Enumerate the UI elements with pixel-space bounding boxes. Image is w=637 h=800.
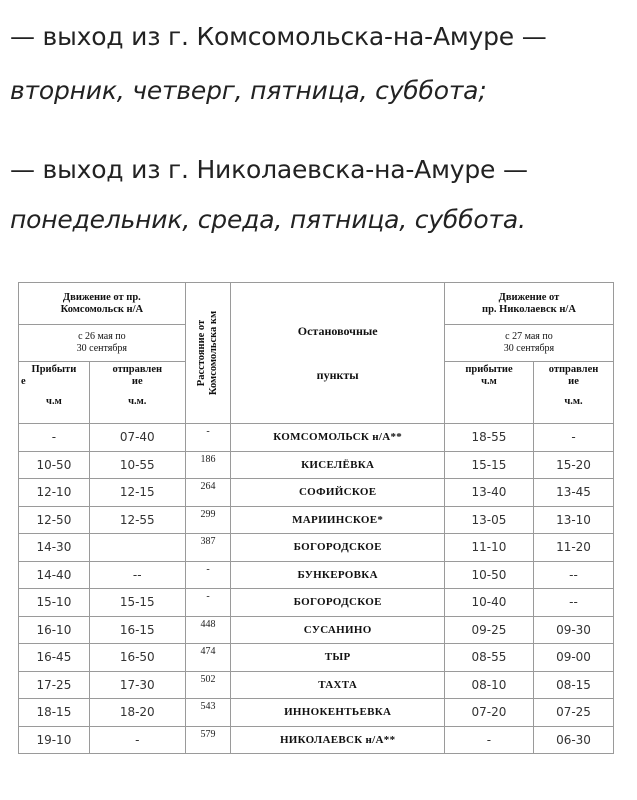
arrival-komsomolsk-cell: -	[19, 424, 90, 452]
arrival-komsomolsk-cell: 12-50	[19, 506, 90, 534]
right-dates-2: 30 сентября	[503, 342, 555, 354]
right-direction-title-2: пр. Николаевск н/А	[482, 303, 576, 315]
arrival-nikolaevsk-cell: 10-40	[444, 589, 533, 617]
arrival-nikolaevsk-cell: 15-15	[444, 451, 533, 479]
distance-cell: 448	[185, 616, 231, 644]
right-arrival-header-2: ч.м	[481, 375, 497, 387]
arrival-nikolaevsk-cell: 13-05	[444, 506, 533, 534]
departure-komsomolsk-cell: 17-30	[89, 671, 185, 699]
arrival-komsomolsk-cell: 14-30	[19, 534, 90, 562]
arrival-komsomolsk-cell: 12-10	[19, 479, 90, 507]
arrival-komsomolsk-cell: 18-15	[19, 699, 90, 727]
stop-name-cell: БОГОРОДСКОЕ	[231, 589, 445, 617]
table-row	[19, 726, 614, 754]
right-departure-header-3: ч.м.	[564, 395, 583, 407]
left-departure-header-2: ие	[131, 375, 143, 387]
stop-name-cell: БОГОРОДСКОЕ	[231, 534, 445, 562]
left-direction-header	[19, 283, 186, 325]
stop-name-cell: КОМСОМОЛЬСК н/А**	[231, 424, 445, 452]
table-row	[19, 561, 614, 589]
departure-komsomolsk-cell: --	[89, 561, 185, 589]
departure-komsomolsk-cell: -	[89, 726, 185, 754]
departure-nikolaevsk-cell: 15-20	[534, 451, 614, 479]
left-arrival-header-1: Прибыти	[31, 363, 77, 375]
table-row	[19, 451, 614, 479]
stop-name-cell: ТЫР	[231, 644, 445, 672]
right-departure-header-2: ие	[568, 375, 579, 387]
stop-name-cell: ИННОКЕНТЬЕВКА	[231, 699, 445, 727]
stop-name-cell: МАРИИНСКОЕ*	[231, 506, 445, 534]
departure-komsomolsk-cell: 16-50	[89, 644, 185, 672]
arrival-nikolaevsk-cell: 07-20	[444, 699, 533, 727]
table-row	[19, 699, 614, 727]
distance-cell: -	[185, 589, 231, 617]
departure-komsomolsk-cell: 18-20	[89, 699, 185, 727]
right-dates-1: с 27 мая по	[505, 330, 553, 342]
schedule-table	[18, 282, 614, 754]
intro-days-nikolaevsk: понедельник, среда, пятница, суббота.	[10, 205, 526, 234]
departure-komsomolsk-cell: 15-15	[89, 589, 185, 617]
departure-nikolaevsk-cell: 06-30	[534, 726, 614, 754]
arrival-nikolaevsk-cell: 11-10	[444, 534, 533, 562]
left-direction-title-1: Движение от пр.	[62, 291, 141, 303]
table-row	[19, 616, 614, 644]
stop-name-cell: ТАХТА	[231, 671, 445, 699]
left-arrival-header-2: е	[21, 375, 26, 387]
departure-nikolaevsk-cell: 09-00	[534, 644, 614, 672]
arrival-nikolaevsk-cell: 08-55	[444, 644, 533, 672]
distance-cell: 502	[185, 671, 231, 699]
arrival-nikolaevsk-cell: 18-55	[444, 424, 533, 452]
arrival-nikolaevsk-cell: 09-25	[444, 616, 533, 644]
arrival-nikolaevsk-cell: 10-50	[444, 561, 533, 589]
table-row	[19, 644, 614, 672]
intro-line-nikolaevsk-departure: — выход из г. Николаевска-на-Амуре —	[10, 155, 528, 184]
arrival-komsomolsk-cell: 16-10	[19, 616, 90, 644]
schedule-body	[19, 424, 614, 754]
stops-header-line-1: Остановочные	[297, 324, 378, 338]
distance-cell: 186	[185, 451, 231, 479]
departure-nikolaevsk-cell: 08-15	[534, 671, 614, 699]
arrival-komsomolsk-cell: 14-40	[19, 561, 90, 589]
departure-nikolaevsk-cell: 07-25	[534, 699, 614, 727]
stop-name-cell: СУСАНИНО	[231, 616, 445, 644]
arrival-nikolaevsk-cell: -	[444, 726, 533, 754]
departure-komsomolsk-cell: 07-40	[89, 424, 185, 452]
intro-line-komsomolsk-departure: — выход из г. Комсомольска-на-Амуре —	[10, 22, 547, 51]
right-departure-header	[534, 361, 614, 423]
right-arrival-header-1: прибытие	[465, 363, 513, 375]
distance-header-line-2: Комсомольска км	[208, 310, 220, 396]
stops-header	[231, 283, 445, 424]
departure-nikolaevsk-cell: 11-20	[534, 534, 614, 562]
stop-name-cell: СОФИЙСКОЕ	[231, 479, 445, 507]
distance-cell: -	[185, 561, 231, 589]
departure-nikolaevsk-cell: 13-45	[534, 479, 614, 507]
left-direction-title-2: Комсомольск н/А	[60, 303, 144, 315]
distance-header	[185, 283, 231, 424]
table-row	[19, 479, 614, 507]
arrival-komsomolsk-cell: 16-45	[19, 644, 90, 672]
distance-cell: 264	[185, 479, 231, 507]
right-arrival-header	[444, 361, 533, 423]
left-arrival-header-3: ч.м	[46, 395, 62, 407]
distance-cell: 543	[185, 699, 231, 727]
table-row	[19, 424, 614, 452]
stop-name-cell: БУНКЕРОВКА	[231, 561, 445, 589]
arrival-komsomolsk-cell: 19-10	[19, 726, 90, 754]
arrival-komsomolsk-cell: 10-50	[19, 451, 90, 479]
stop-name-cell: КИСЕЛЁВКА	[231, 451, 445, 479]
departure-komsomolsk-cell: 16-15	[89, 616, 185, 644]
left-dates-2: 30 сентября	[76, 342, 128, 354]
departure-komsomolsk-cell	[89, 534, 185, 562]
distance-cell: 387	[185, 534, 231, 562]
right-departure-header-1: отправлен	[548, 363, 599, 375]
right-direction-header	[444, 283, 613, 325]
left-arrival-header	[19, 361, 90, 423]
arrival-nikolaevsk-cell: 13-40	[444, 479, 533, 507]
departure-nikolaevsk-cell: --	[534, 561, 614, 589]
left-departure-header-1: отправлен	[112, 363, 163, 375]
distance-cell: 579	[185, 726, 231, 754]
departure-nikolaevsk-cell: -	[534, 424, 614, 452]
intro-days-komsomolsk: вторник, четверг, пятница, суббота;	[10, 76, 487, 105]
arrival-komsomolsk-cell: 15-10	[19, 589, 90, 617]
left-dates-1: с 26 мая по	[78, 330, 126, 342]
left-departure-header-3: ч.м.	[128, 395, 147, 407]
right-date-range	[444, 325, 613, 361]
distance-cell: 299	[185, 506, 231, 534]
distance-cell: 474	[185, 644, 231, 672]
stop-name-cell: НИКОЛАЕВСК н/А**	[231, 726, 445, 754]
table-row	[19, 506, 614, 534]
distance-cell: -	[185, 424, 231, 452]
departure-nikolaevsk-cell: 13-10	[534, 506, 614, 534]
arrival-nikolaevsk-cell: 08-10	[444, 671, 533, 699]
left-departure-header	[89, 361, 185, 423]
departure-komsomolsk-cell: 12-55	[89, 506, 185, 534]
distance-header-line-1: Расстояние от	[196, 319, 208, 387]
right-direction-title-1: Движение от	[498, 291, 560, 303]
departure-komsomolsk-cell: 10-55	[89, 451, 185, 479]
arrival-komsomolsk-cell: 17-25	[19, 671, 90, 699]
table-row	[19, 589, 614, 617]
table-row	[19, 534, 614, 562]
departure-komsomolsk-cell: 12-15	[89, 479, 185, 507]
stops-header-line-2: пункты	[316, 368, 359, 382]
departure-nikolaevsk-cell: 09-30	[534, 616, 614, 644]
left-date-range	[19, 325, 186, 361]
departure-nikolaevsk-cell: --	[534, 589, 614, 617]
table-row	[19, 671, 614, 699]
